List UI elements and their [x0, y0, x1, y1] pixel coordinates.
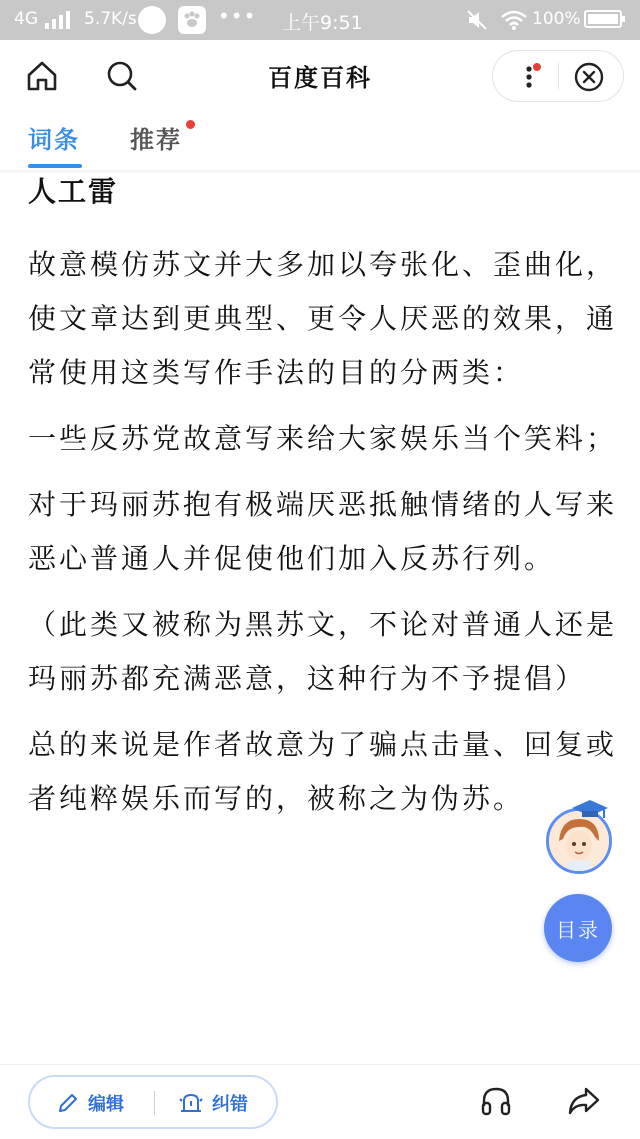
correct-button[interactable] — [178, 1087, 248, 1119]
paragraph: 故意模仿苏文并大多加以夸张化、歪曲化，使文章达到更典型、更令人厌恶的效果，通常使用这类写作手法的目的分两类： — [28, 248, 618, 389]
edit-label: 编辑 — [88, 1094, 124, 1115]
tab-entry[interactable]: 词条 — [28, 126, 80, 154]
signal-icon — [44, 10, 76, 35]
battery-level — [588, 14, 618, 24]
recommend-badge-dot — [186, 120, 195, 129]
wifi-icon — [500, 9, 528, 36]
close-button[interactable] — [567, 55, 611, 99]
share-button[interactable] — [562, 1079, 606, 1123]
network-speed: 5.7K/s — [84, 9, 137, 29]
pencil-icon — [56, 1091, 80, 1115]
notification-dot — [533, 63, 541, 71]
battery-icon — [584, 10, 622, 28]
battery-percent: 100% — [532, 9, 581, 29]
listen-button[interactable] — [474, 1079, 518, 1123]
paragraph: 对于玛丽苏抱有极端厌恶抵触情绪的人写来恶心普通人并促使他们加入反苏行列。 — [28, 488, 618, 575]
paw-app-icon — [178, 6, 206, 34]
mini-program-capsule — [492, 50, 624, 102]
paragraph: 一些反苏党故意写来给大家娱乐当个笑料； — [28, 422, 618, 455]
capsule-divider — [558, 63, 559, 89]
tab-bar — [0, 112, 640, 170]
paragraph: （此类又被称为黑苏文，不论对普通人还是玛丽苏都充满恶意，这种行为不予提倡） — [28, 608, 618, 695]
graduation-cap-icon — [568, 796, 612, 826]
notification-app-icon — [138, 6, 166, 34]
status-bar — [0, 0, 640, 40]
tab-recommend[interactable]: 推荐 — [130, 126, 182, 154]
edit-button[interactable] — [56, 1087, 124, 1119]
close-circle-icon — [573, 61, 605, 93]
bottom-toolbar — [0, 1064, 640, 1139]
section-title: 人工雷 — [28, 175, 119, 208]
correct-label: 纠错 — [212, 1094, 248, 1115]
toc-button[interactable]: 目录 — [544, 894, 612, 962]
article-body — [28, 168, 618, 838]
page-title: 百度百科 — [268, 64, 372, 92]
correction-icon — [178, 1091, 204, 1115]
clock: 上午9:51 — [282, 12, 363, 34]
headphones-icon — [479, 1084, 513, 1118]
mute-icon — [466, 9, 490, 36]
network-type: 4G — [14, 9, 38, 29]
app-header — [0, 40, 640, 112]
pill-divider — [154, 1091, 155, 1115]
share-arrow-icon — [566, 1084, 602, 1118]
paragraph: 总的来说是作者故意为了骗点击量、回复或者纯粹娱乐而写的，被称之为伪苏。 — [28, 728, 618, 815]
edit-correct-pill — [28, 1075, 278, 1129]
more-notifications-icon: ••• — [218, 4, 257, 28]
more-menu-button[interactable] — [507, 55, 551, 99]
